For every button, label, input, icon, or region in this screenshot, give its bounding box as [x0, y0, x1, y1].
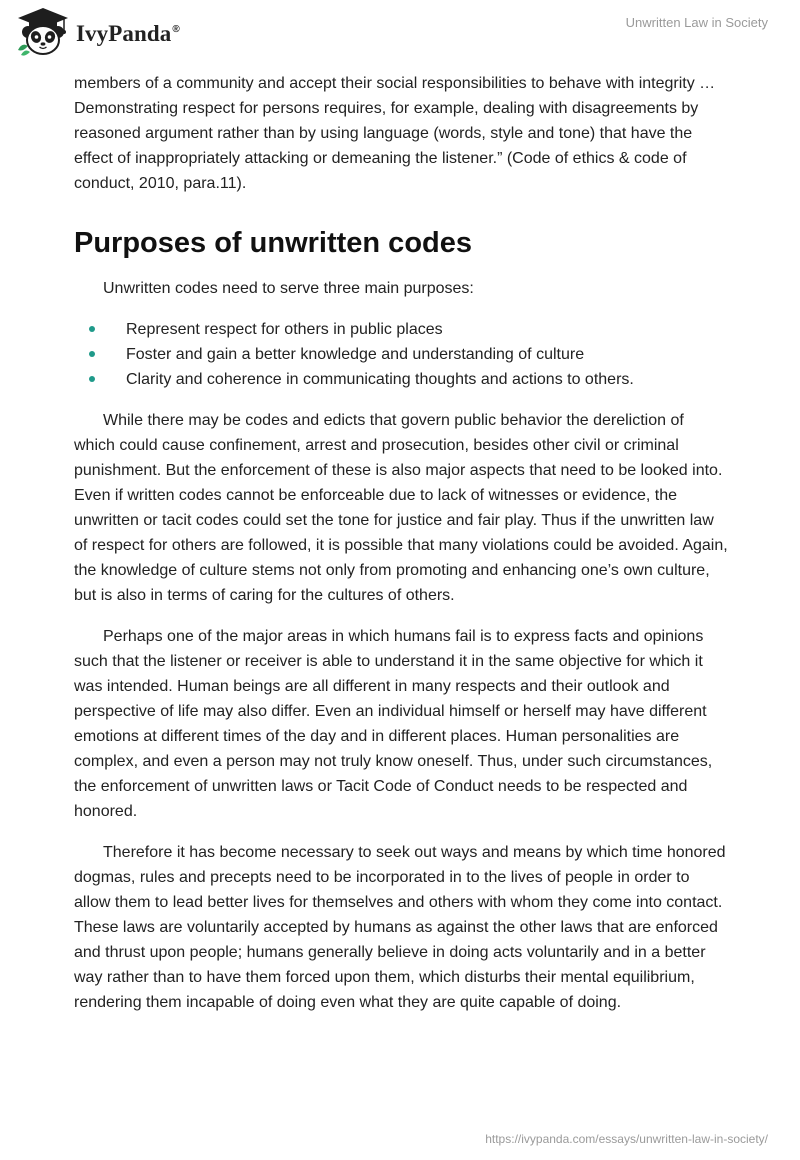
section-heading: Purposes of unwritten codes	[74, 227, 472, 259]
logo-wordmark: IvyPanda®	[76, 21, 180, 46]
list-item-text: Clarity and coherence in communicating thoughts and actions to others.	[126, 371, 634, 388]
bullet-icon	[89, 326, 95, 332]
body-paragraph: Perhaps one of the major areas in which humans fail is to express facts and opinions such that the listener or receiver is able to understand it in the same objective for which it was intended. Human beings are all different in many respects and their outlook and perspective of life may also differ. Even an individual himself or herself may have different emotions at different times of the day and in different places. Human personalities are complex, and even a person may not truly know oneself. Thus, under such circumstances, the enforcement of unwritten laws or Tacit Code of Conduct needs to be respected and honored.	[74, 628, 713, 820]
bullet-icon	[89, 351, 95, 357]
list-item-text: Represent respect for others in public places	[126, 321, 443, 338]
essay-content	[74, 70, 728, 1015]
list-item	[74, 367, 728, 392]
list-item	[74, 317, 728, 342]
intro-paragraph: Unwritten codes need to serve three main purposes:	[103, 280, 474, 297]
page-header	[0, 0, 800, 70]
body-paragraph: Therefore it has become necessary to seek out ways and means by which time honored dogmas, rules and precepts need to be incorporated in to the lives of people in order to allow them to lead better lives for themselves and others with whom they come into contact. These laws are voluntarily accepted by humans as against the other laws that are enforced and thrust upon people; humans generally believe in doing acts voluntarily and in a better way rather than to have them forced upon them, which disturbs their mental equilibrium, rendering them incapable of doing even what they are quite capable of doing.	[74, 844, 726, 1011]
body-paragraph: While there may be codes and edicts that govern public behavior the dereliction of which could cause confinement, arrest and prosecution, besides other civil or criminal punishment. But the enforcement of these is also major aspects that need to be looked into. Even if written codes cannot be enforceable due to lack of witnesses or evidence, the unwritten or tacit codes could set the tone for justice and fair play. Thus if the unwritten law of respect for others are followed, it is possible that many violations could be avoided. Again, the knowledge of culture stems not only from promoting and enhancing one’s own culture, but is also in terms of caring for the cultures of others.	[74, 412, 728, 604]
ivypanda-logo[interactable]	[14, 6, 180, 58]
registered-mark: ®	[172, 24, 180, 36]
list-item-text: Foster and gain a better knowledge and understanding of culture	[126, 346, 585, 363]
document-title: Unwritten Law in Society	[625, 15, 768, 30]
source-url[interactable]: https://ivypanda.com/essays/unwritten-law-in-society/	[485, 1132, 768, 1146]
panda-graduate-icon	[14, 6, 72, 58]
bullet-icon	[89, 376, 95, 382]
purposes-list	[74, 317, 728, 392]
quote-continuation-paragraph: members of a community and accept their social responsibilities to behave with integrity … Demonstrating respect for persons requires, for example, dealing with disagreements by reasoned argument rather than by using language (words, style and tone) that have the effect of inappropriately attacking or demeaning the listener.” (Code of ethics & code of conduct, 2010, para.11).	[74, 75, 716, 192]
list-item	[74, 342, 728, 367]
